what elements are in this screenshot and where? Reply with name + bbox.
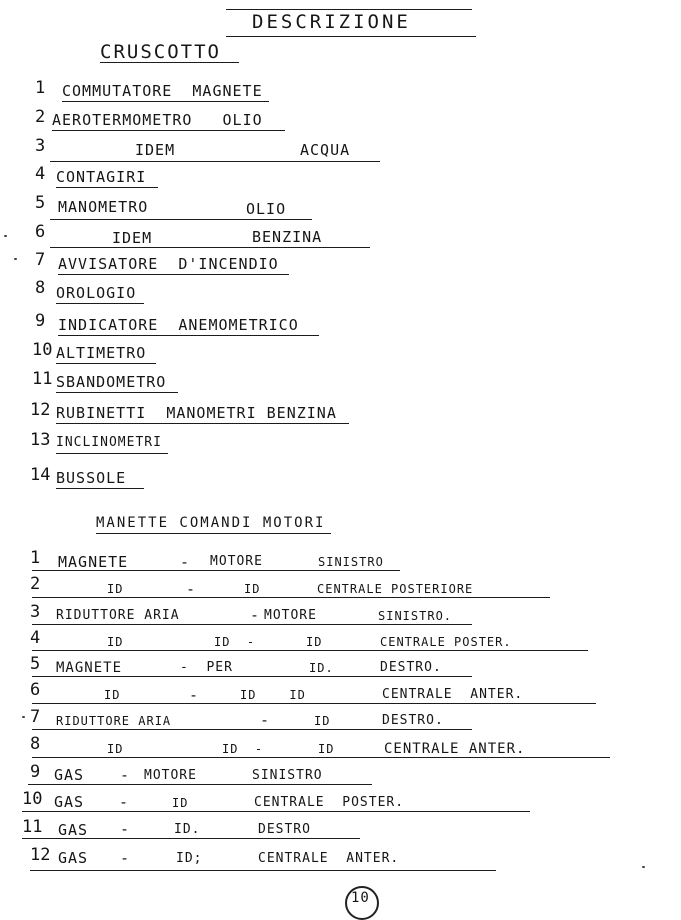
item-number: 8 <box>35 278 46 298</box>
item-number: 5 <box>35 193 46 213</box>
item-number: 2 <box>35 107 46 127</box>
row-dash: - <box>120 766 131 784</box>
list-item: INDICATORE ANEMOMETRICO <box>58 316 319 336</box>
list-item: OROLOGIO <box>56 284 144 304</box>
scan-mark <box>22 716 25 718</box>
row-underline <box>32 650 588 651</box>
item-number: 11 <box>32 369 53 389</box>
row-position: CENTRALE ANTER. <box>258 851 400 866</box>
row-number: 5 <box>30 654 41 674</box>
list-item: SBANDOMETRO <box>56 373 178 393</box>
row-position: CENTRALE POSTERIORE <box>317 582 474 596</box>
list-item-cont: ACQUA <box>300 141 351 159</box>
row-target: ID <box>314 714 331 728</box>
list-item-cont: OLIO <box>246 200 287 218</box>
row-target: MOTORE <box>264 608 317 623</box>
row-target: MOTORE <box>210 554 263 569</box>
row-target: ID ID <box>240 688 306 702</box>
item-number: 10 <box>32 340 53 360</box>
row-position: CENTRALE ANTER. <box>382 687 524 702</box>
row-position: CENTRALE POSTER. <box>254 795 405 810</box>
row-target: ID <box>306 635 323 649</box>
row-control: ID <box>107 742 124 756</box>
scan-mark <box>4 235 7 237</box>
row-underline <box>32 729 472 730</box>
scan-mark <box>14 258 17 260</box>
row-underline <box>30 870 496 871</box>
row-underline <box>32 624 472 625</box>
row-number: 4 <box>30 628 41 648</box>
row-number: 3 <box>30 602 41 622</box>
item-number: 4 <box>35 164 46 184</box>
title-underline <box>226 36 476 37</box>
list-item: AVVISATORE D'INCENDIO <box>58 255 289 275</box>
row-control: ID <box>104 688 121 702</box>
row-underline <box>32 757 610 758</box>
row-position: DESTRO. <box>382 713 444 728</box>
row-control: GAS <box>58 821 89 839</box>
row-position: CENTRALE POSTER. <box>380 635 512 649</box>
row-dash: - PER <box>180 660 233 675</box>
row-position: SINISTRO <box>252 768 323 783</box>
row-dash: - <box>180 553 191 571</box>
section-heading-cruscotto: CRUSCOTTO <box>100 43 239 63</box>
row-control: MAGNETE <box>58 553 129 571</box>
section-heading-manette: MANETTE COMANDI MOTORI <box>96 514 331 534</box>
row-number: 1 <box>30 548 41 568</box>
row-number: 6 <box>30 680 41 700</box>
row-dash: ID - <box>222 742 264 756</box>
list-item: IDEM <box>112 229 153 247</box>
row-target: ID; <box>176 851 203 866</box>
row-position: DESTRO <box>258 822 311 837</box>
item-underline <box>50 219 312 220</box>
row-underline <box>28 784 372 785</box>
page-number-badge <box>345 886 379 920</box>
row-position: DESTRO. <box>380 660 442 675</box>
row-number: 10 <box>22 789 43 809</box>
row-target: ID. <box>174 822 201 837</box>
row-target: ID <box>244 582 261 596</box>
row-dash: - <box>120 820 131 838</box>
row-control: RIDUTTORE ARIA <box>56 714 172 728</box>
item-underline <box>50 247 370 248</box>
row-target: MOTORE <box>144 768 197 783</box>
row-control: ID <box>107 635 124 649</box>
row-target: ID. <box>309 661 334 675</box>
item-number: 9 <box>35 311 46 331</box>
item-underline <box>50 161 380 162</box>
row-dash: - <box>120 849 131 867</box>
row-underline <box>32 597 550 598</box>
row-dash: ID - <box>214 635 256 649</box>
row-control: ID <box>107 582 124 596</box>
row-underline <box>22 811 530 812</box>
item-number: 14 <box>30 465 51 485</box>
row-target: ID <box>172 796 189 810</box>
row-control: RIDUTTORE ARIA <box>56 608 180 623</box>
row-number: 9 <box>30 762 41 782</box>
list-item: ALTIMETRO <box>56 344 156 364</box>
item-number: 12 <box>30 400 51 420</box>
row-number: 11 <box>22 817 43 837</box>
list-item: AEROTERMOMETRO OLIO <box>52 111 285 131</box>
row-dash: - <box>119 793 130 811</box>
row-underline <box>22 838 360 839</box>
list-item: COMMUTATORE MAGNETE <box>62 82 269 102</box>
row-control: GAS <box>54 766 85 784</box>
item-number: 6 <box>35 222 46 242</box>
list-item: CONTAGIRI <box>56 168 158 188</box>
row-dash: - <box>186 580 197 598</box>
row-control: GAS <box>54 793 85 811</box>
document-title: DESCRIZIONE <box>252 11 411 33</box>
row-number: 7 <box>30 707 41 727</box>
list-item: MANOMETRO <box>58 198 149 216</box>
row-dash: - <box>260 711 271 729</box>
row-number: 2 <box>30 574 41 594</box>
item-number: 13 <box>30 430 51 450</box>
row-control: MAGNETE <box>56 660 123 676</box>
row-position: CENTRALE ANTER. <box>384 741 526 757</box>
row-position: SINISTRO <box>318 555 384 569</box>
list-item: BUSSOLE <box>56 469 144 489</box>
scan-mark <box>642 866 645 868</box>
row-target: ID <box>318 742 335 756</box>
row-position: SINISTRO. <box>378 609 453 623</box>
row-number: 8 <box>30 734 41 754</box>
list-item-cont: BENZINA <box>252 228 323 246</box>
row-dash: - <box>189 686 200 704</box>
list-item: INCLINOMETRI <box>56 434 168 454</box>
row-number: 12 <box>30 845 51 865</box>
row-underline <box>32 676 472 677</box>
row-control: GAS <box>58 849 89 867</box>
list-item: RUBINETTI MANOMETRI BENZINA <box>56 404 349 424</box>
page-number: 10 <box>351 890 370 906</box>
title-overline <box>226 9 472 10</box>
item-number: 7 <box>35 250 46 270</box>
item-number: 3 <box>35 136 46 156</box>
row-underline <box>32 703 596 704</box>
list-item: IDEM <box>135 141 176 159</box>
row-dash: - <box>250 606 261 624</box>
row-underline <box>32 570 400 571</box>
item-number: 1 <box>35 78 46 98</box>
